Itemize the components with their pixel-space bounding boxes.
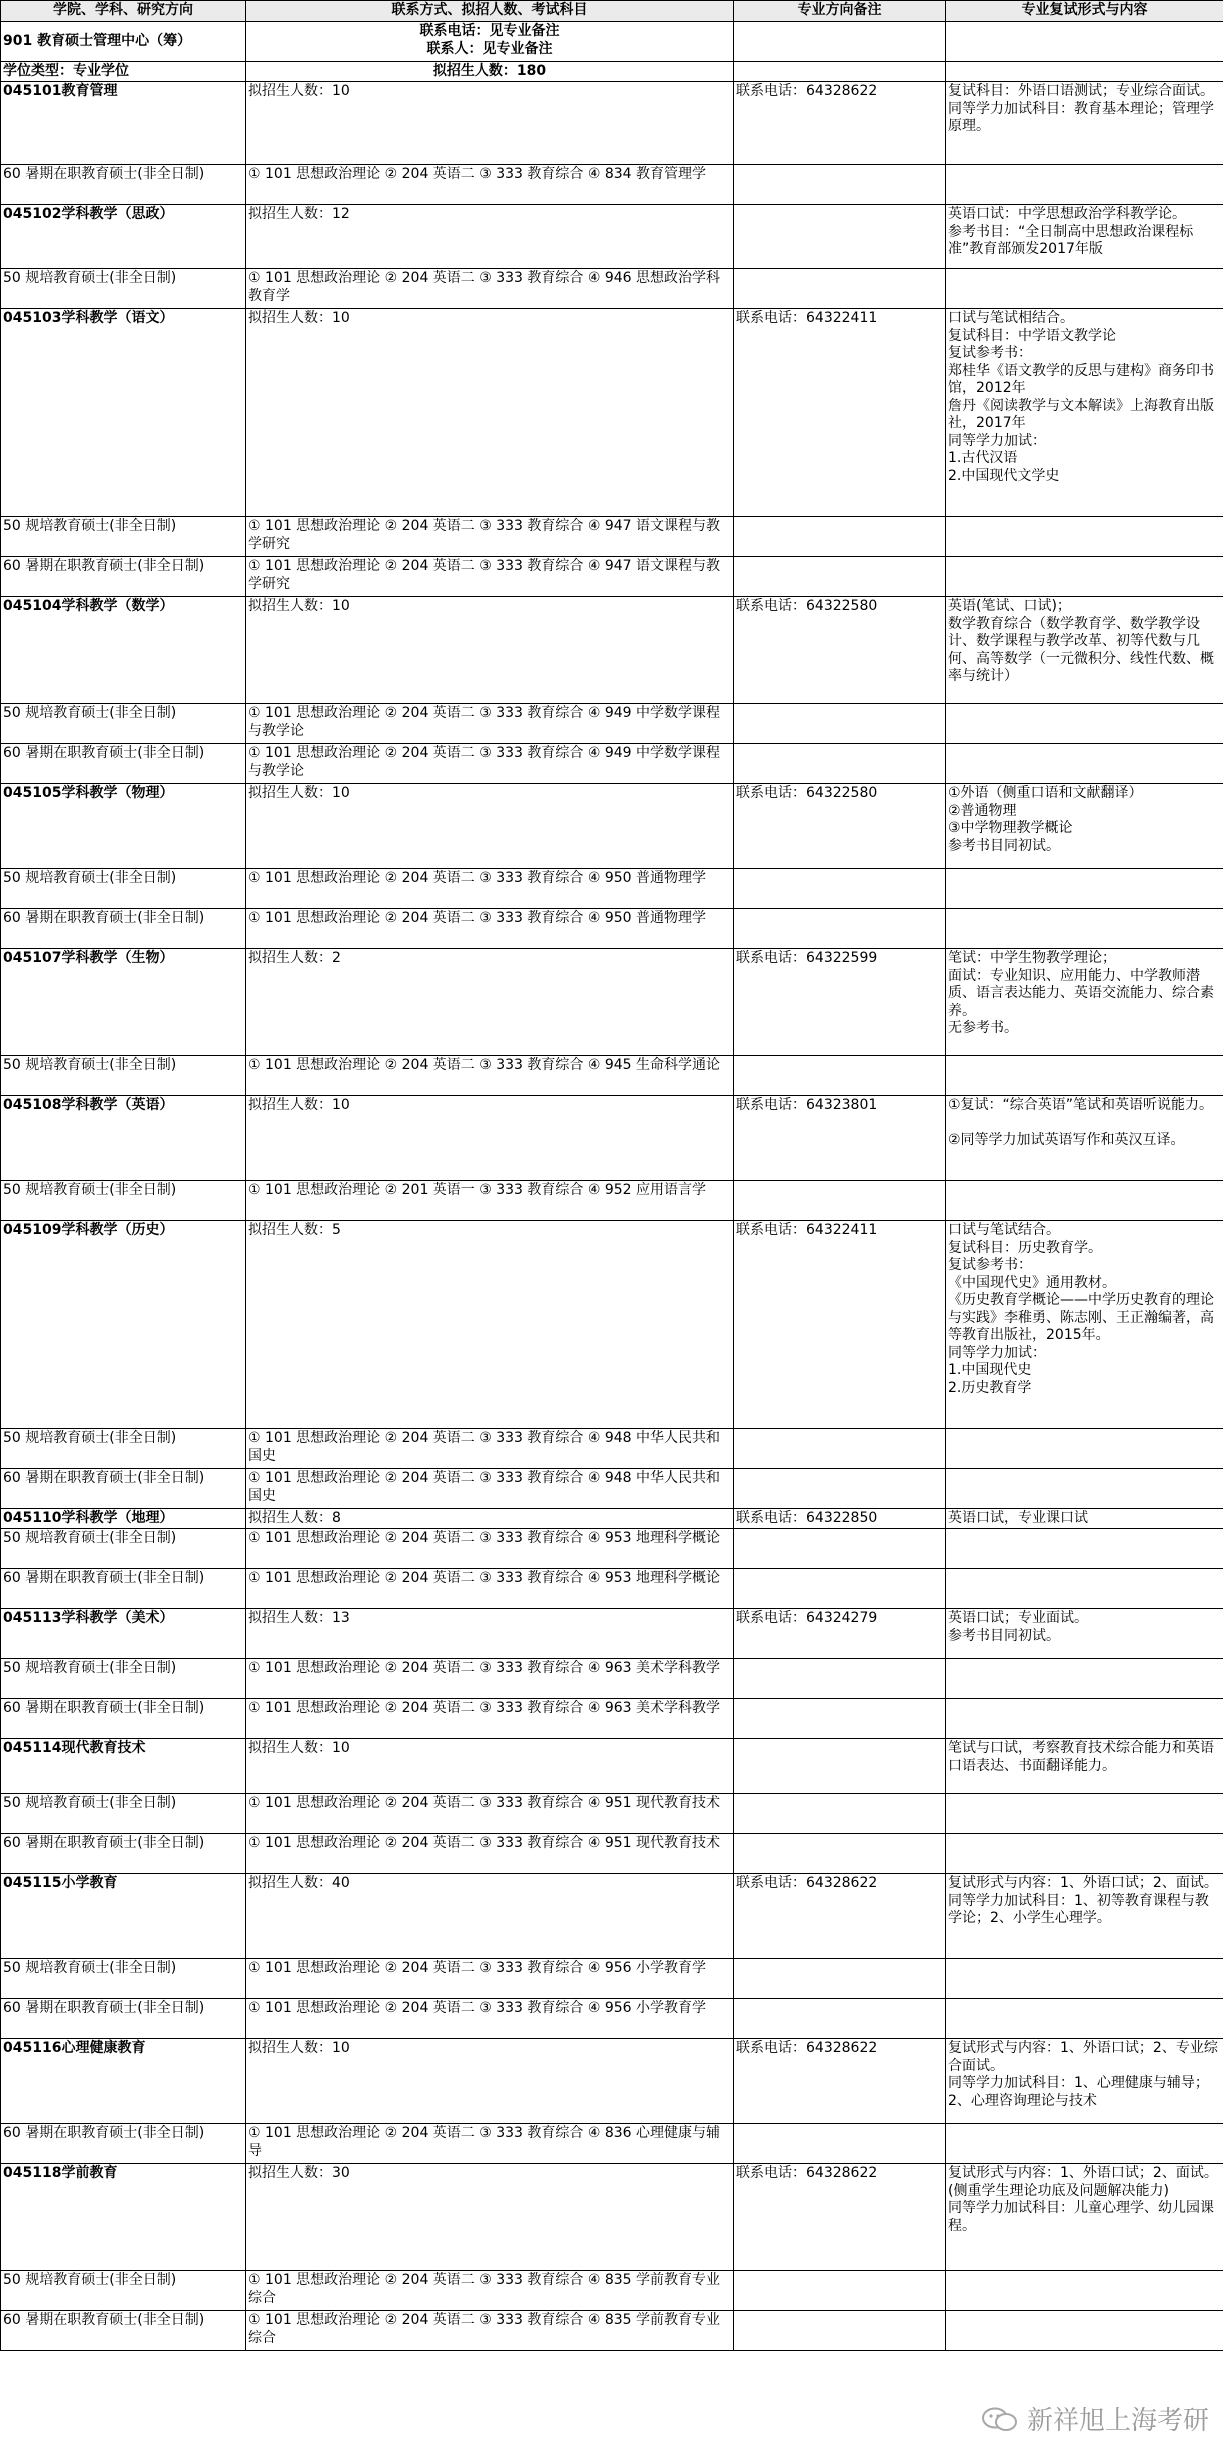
program-cell: 60 暑期在职教育硕士(非全日制) (1, 2124, 246, 2164)
major-row (1, 1096, 1223, 1181)
remark-cell: 联系电话：64322580 (734, 597, 946, 704)
retest-cell (946, 2271, 1223, 2311)
track-row (1, 869, 1223, 909)
remark-cell (734, 1659, 946, 1699)
track-row (1, 2124, 1223, 2164)
retest-cell (946, 1569, 1223, 1609)
track-row (1, 1469, 1223, 1509)
retest-cell: 笔试与口试，考察教育技术综合能力和英语口语表达、书面翻译能力。 (946, 1739, 1223, 1794)
retest-cell (946, 557, 1223, 597)
track-row (1, 1429, 1223, 1469)
program-cell: 045107学科教学（生物） (1, 949, 246, 1056)
retest-cell (946, 1659, 1223, 1699)
wechat-logo-icon (981, 2406, 1019, 2432)
retest-cell: 英语口试：中学思想政治学科教学论。 参考书目：“全日制高中思想政治课程标准”教育部颁发2017年版 (946, 205, 1223, 269)
exam-info-cell: ① 101 思想政治理论 ② 204 英语二 ③ 333 教育综合 ④ 950 普通物理学 (246, 869, 734, 909)
exam-info-cell: 拟招生人数：10 (246, 784, 734, 869)
major-row (1, 1221, 1223, 1429)
exam-info-cell: 拟招生人数：40 (246, 1874, 734, 1959)
exam-info-cell: 拟招生人数：10 (246, 82, 734, 165)
retest-cell: 口试与笔试结合。 复试科目：历史教育学。 复试参考书： 《中国现代史》通用教材。 《历史教育学概论——中学历史教育的理论与实践》李稚勇、陈志刚、王正瀚编著，高等教育出版社，2015年。 同等学力加试： 1.中国现代史 2.历史教育学 (946, 1221, 1223, 1429)
program-cell: 045104学科教学（数学） (1, 597, 246, 704)
remark-cell (734, 704, 946, 744)
program-cell: 50 规培教育硕士(非全日制) (1, 869, 246, 909)
header-cell: 学院、学科、研究方向 (1, 1, 246, 22)
remark-cell: 联系电话：64328622 (734, 1874, 946, 1959)
track-row (1, 1999, 1223, 2039)
exam-info-cell: 拟招生人数：10 (246, 1739, 734, 1794)
major-row (1, 949, 1223, 1056)
track-row (1, 1959, 1223, 1999)
remark-cell (734, 744, 946, 784)
dept-contact-phone: 联系电话：见专业备注 (419, 23, 560, 39)
retest-cell (946, 1429, 1223, 1469)
program-cell: 045105学科教学（物理） (1, 784, 246, 869)
remark-cell (734, 2311, 946, 2351)
remark-cell: 联系电话：64322411 (734, 1221, 946, 1429)
degree-row (1, 62, 1223, 82)
track-row (1, 1181, 1223, 1221)
remark-cell (734, 517, 946, 557)
track-row (1, 1834, 1223, 1874)
exam-info-cell: 拟招生人数：12 (246, 205, 734, 269)
retest-cell (946, 517, 1223, 557)
major-row (1, 1509, 1223, 1529)
empty-cell (946, 62, 1223, 82)
retest-cell (946, 744, 1223, 784)
retest-cell (946, 1181, 1223, 1221)
track-row (1, 1529, 1223, 1569)
dept-name: 901 教育硕士管理中心（筹） (1, 22, 246, 62)
watermark (981, 2400, 1209, 2437)
track-row (1, 2311, 1223, 2351)
header-cell: 专业复试形式与内容 (946, 1, 1223, 22)
dept-contact (246, 22, 734, 62)
exam-info-cell: 拟招生人数：5 (246, 1221, 734, 1429)
major-row (1, 1874, 1223, 1959)
program-cell: 045103学科教学（语文） (1, 309, 246, 517)
retest-cell: 复试科目：外语口语测试；专业综合面试。 同等学力加试科目：教育基本理论；管理学原理。 (946, 82, 1223, 165)
remark-cell: 联系电话：64322411 (734, 309, 946, 517)
major-row (1, 205, 1223, 269)
program-cell: 50 规培教育硕士(非全日制) (1, 517, 246, 557)
track-row (1, 1569, 1223, 1609)
exam-info-cell: ① 101 思想政治理论 ② 204 英语二 ③ 333 教育综合 ④ 950 普通物理学 (246, 909, 734, 949)
program-cell: 60 暑期在职教育硕士(非全日制) (1, 165, 246, 205)
empty-cell (946, 22, 1223, 62)
track-row (1, 517, 1223, 557)
major-row (1, 2039, 1223, 2124)
remark-cell: 联系电话：64324279 (734, 1609, 946, 1659)
track-row (1, 1056, 1223, 1096)
retest-cell (946, 909, 1223, 949)
track-row (1, 1699, 1223, 1739)
program-cell: 045116心理健康教育 (1, 2039, 246, 2124)
program-cell: 50 规培教育硕士(非全日制) (1, 1056, 246, 1096)
exam-info-cell: ① 101 思想政治理论 ② 204 英语二 ③ 333 教育综合 ④ 951 现代教育技术 (246, 1834, 734, 1874)
major-row (1, 1739, 1223, 1794)
exam-info-cell: 拟招生人数：2 (246, 949, 734, 1056)
remark-cell (734, 205, 946, 269)
exam-info-cell: ① 101 思想政治理论 ② 201 英语一 ③ 333 教育综合 ④ 952 应用语言学 (246, 1181, 734, 1221)
retest-cell (946, 1469, 1223, 1509)
program-cell: 60 暑期在职教育硕士(非全日制) (1, 2311, 246, 2351)
exam-info-cell: ① 101 思想政治理论 ② 204 英语二 ③ 333 教育综合 ④ 953 地理科学概论 (246, 1529, 734, 1569)
remark-cell (734, 1569, 946, 1609)
program-cell: 045110学科教学（地理） (1, 1509, 246, 1529)
retest-cell (946, 269, 1223, 309)
major-row (1, 309, 1223, 517)
program-cell: 045109学科教学（历史） (1, 1221, 246, 1429)
program-cell: 045101教育管理 (1, 82, 246, 165)
program-cell: 60 暑期在职教育硕士(非全日制) (1, 1469, 246, 1509)
remark-cell (734, 1699, 946, 1739)
remark-cell (734, 2271, 946, 2311)
track-row (1, 704, 1223, 744)
exam-info-cell: ① 101 思想政治理论 ② 204 英语二 ③ 333 教育综合 ④ 953 地理科学概论 (246, 1569, 734, 1609)
major-row (1, 82, 1223, 165)
exam-info-cell: ① 101 思想政治理论 ② 204 英语二 ③ 333 教育综合 ④ 835 学前教育专业综合 (246, 2311, 734, 2351)
program-cell: 50 规培教育硕士(非全日制) (1, 1181, 246, 1221)
remark-cell (734, 1834, 946, 1874)
remark-cell (734, 269, 946, 309)
remark-cell: 联系电话：64328622 (734, 2164, 946, 2271)
exam-info-cell: ① 101 思想政治理论 ② 204 英语二 ③ 333 教育综合 ④ 947 语文课程与教学研究 (246, 557, 734, 597)
retest-cell (946, 165, 1223, 205)
header-cell: 专业方向备注 (734, 1, 946, 22)
remark-cell (734, 2124, 946, 2164)
program-cell: 50 规培教育硕士(非全日制) (1, 2271, 246, 2311)
header-row (1, 1, 1223, 22)
remark-cell (734, 1529, 946, 1569)
retest-cell (946, 1999, 1223, 2039)
track-row (1, 1659, 1223, 1699)
exam-info-cell: ① 101 思想政治理论 ② 204 英语二 ③ 333 教育综合 ④ 948 中华人民共和国史 (246, 1469, 734, 1509)
retest-cell (946, 704, 1223, 744)
major-row (1, 784, 1223, 869)
program-cell: 60 暑期在职教育硕士(非全日制) (1, 1699, 246, 1739)
program-cell: 60 暑期在职教育硕士(非全日制) (1, 1569, 246, 1609)
track-row (1, 744, 1223, 784)
track-row (1, 2271, 1223, 2311)
program-cell: 045102学科教学（思政） (1, 205, 246, 269)
retest-cell: 英语口试，专业课口试 (946, 1509, 1223, 1529)
exam-info-cell: ① 101 思想政治理论 ② 204 英语二 ③ 333 教育综合 ④ 947 语文课程与教学研究 (246, 517, 734, 557)
remark-cell: 联系电话：64322850 (734, 1509, 946, 1529)
program-cell: 60 暑期在职教育硕士(非全日制) (1, 1834, 246, 1874)
exam-info-cell: 拟招生人数：30 (246, 2164, 734, 2271)
remark-cell (734, 165, 946, 205)
retest-cell (946, 1794, 1223, 1834)
remark-cell: 联系电话：64328622 (734, 2039, 946, 2124)
watermark-text: 新祥旭上海考研 (1026, 2406, 1209, 2436)
remark-cell: 联系电话：64323801 (734, 1096, 946, 1181)
header-cell: 联系方式、拟招人数、考试科目 (246, 1, 734, 22)
program-cell: 045115小学教育 (1, 1874, 246, 1959)
major-row (1, 597, 1223, 704)
retest-cell (946, 1834, 1223, 1874)
remark-cell (734, 1999, 946, 2039)
retest-cell: 复试形式与内容：1、外语口试；2、面试。 同等学力加试科目：1、初等教育课程与教学论；2、小学生心理学。 (946, 1874, 1223, 1959)
program-cell: 045108学科教学（英语） (1, 1096, 246, 1181)
track-row (1, 1794, 1223, 1834)
remark-cell (734, 1959, 946, 1999)
dept-row (1, 22, 1223, 62)
remark-cell (734, 1181, 946, 1221)
track-row (1, 557, 1223, 597)
exam-info-cell: ① 101 思想政治理论 ② 204 英语二 ③ 333 教育综合 ④ 835 学前教育专业综合 (246, 2271, 734, 2311)
exam-info-cell: ① 101 思想政治理论 ② 204 英语二 ③ 333 教育综合 ④ 956 小学教育学 (246, 1999, 734, 2039)
exam-info-cell: 拟招生人数：10 (246, 309, 734, 517)
exam-info-cell: ① 101 思想政治理论 ② 204 英语二 ③ 333 教育综合 ④ 949 中学数学课程与教学论 (246, 704, 734, 744)
remark-cell (734, 869, 946, 909)
retest-cell: ①复试：“综合英语”笔试和英语听说能力。 ②同等学力加试英语写作和英汉互译。 (946, 1096, 1223, 1181)
exam-info-cell: ① 101 思想政治理论 ② 204 英语二 ③ 333 教育综合 ④ 963 美术学科教学 (246, 1699, 734, 1739)
remark-cell: 联系电话：64328622 (734, 82, 946, 165)
empty-cell (734, 62, 946, 82)
program-cell: 50 规培教育硕士(非全日制) (1, 704, 246, 744)
program-cell: 50 规培教育硕士(非全日制) (1, 1659, 246, 1699)
program-cell: 045118学前教育 (1, 2164, 246, 2271)
program-cell: 50 规培教育硕士(非全日制) (1, 1959, 246, 1999)
program-cell: 60 暑期在职教育硕士(非全日制) (1, 1999, 246, 2039)
remark-cell: 联系电话：64322580 (734, 784, 946, 869)
track-row (1, 165, 1223, 205)
program-cell: 60 暑期在职教育硕士(非全日制) (1, 557, 246, 597)
remark-cell (734, 557, 946, 597)
retest-cell (946, 869, 1223, 909)
retest-cell: ①外语（侧重口语和文献翻译） ②普通物理 ③中学物理教学概论 参考书目同初试。 (946, 784, 1223, 869)
remark-cell (734, 1429, 946, 1469)
program-cell: 60 暑期在职教育硕士(非全日制) (1, 744, 246, 784)
retest-cell: 笔试：中学生物教学理论； 面试：专业知识、应用能力、中学教师潜质、语言表达能力、英语交流能力、综合素养。 无参考书。 (946, 949, 1223, 1056)
program-cell: 045113学科教学（美术） (1, 1609, 246, 1659)
retest-cell (946, 1959, 1223, 1999)
exam-info-cell: ① 101 思想政治理论 ② 204 英语二 ③ 333 教育综合 ④ 963 美术学科教学 (246, 1659, 734, 1699)
program-cell: 60 暑期在职教育硕士(非全日制) (1, 909, 246, 949)
dept-contact-person: 联系人：见专业备注 (426, 40, 553, 57)
degree-type: 学位类型：专业学位 (1, 62, 246, 82)
retest-cell (946, 1699, 1223, 1739)
remark-cell: 联系电话：64322599 (734, 949, 946, 1056)
exam-info-cell: ① 101 思想政治理论 ② 204 英语二 ③ 333 教育综合 ④ 836 心理健康与辅导 (246, 2124, 734, 2164)
retest-cell (946, 1529, 1223, 1569)
major-row (1, 1609, 1223, 1659)
program-cell: 50 规培教育硕士(非全日制) (1, 1529, 246, 1569)
retest-cell: 复试形式与内容：1、外语口试；2、面试。(侧重学生理论功底及问题解决能力) 同等学力加试科目：儿童心理学、幼儿园课程。 (946, 2164, 1223, 2271)
empty-cell (734, 22, 946, 62)
exam-info-cell: ① 101 思想政治理论 ② 204 英语二 ③ 333 教育综合 ④ 948 中华人民共和国史 (246, 1429, 734, 1469)
track-row (1, 909, 1223, 949)
exam-info-cell: 拟招生人数：10 (246, 1096, 734, 1181)
remark-cell (734, 1469, 946, 1509)
program-cell: 50 规培教育硕士(非全日制) (1, 269, 246, 309)
program-cell: 50 规培教育硕士(非全日制) (1, 1429, 246, 1469)
retest-cell (946, 2124, 1223, 2164)
major-row (1, 2164, 1223, 2271)
retest-cell: 英语(笔试、口试)； 数学教育综合（数学教育学、数学教学设计、数学课程与教学改革、初等代数与几何、高等数学（一元微积分、线性代数、概率与统计） (946, 597, 1223, 704)
exam-info-cell: 拟招生人数：10 (246, 597, 734, 704)
retest-cell: 口试与笔试相结合。 复试科目：中学语文教学论 复试参考书： 郑桂华《语文教学的反思与建构》商务印书馆，2012年 詹丹《阅读教学与文本解读》上海教育出版社，2017年 同等学力加试： 1.古代汉语 2.中国现代文学史 (946, 309, 1223, 517)
exam-info-cell: ① 101 思想政治理论 ② 204 英语二 ③ 333 教育综合 ④ 946 思想政治学科教育学 (246, 269, 734, 309)
exam-info-cell: ① 101 思想政治理论 ② 204 英语二 ③ 333 教育综合 ④ 945 生命科学通论 (246, 1056, 734, 1096)
exam-info-cell: ① 101 思想政治理论 ② 204 英语二 ③ 333 教育综合 ④ 956 小学教育学 (246, 1959, 734, 1999)
exam-info-cell: ① 101 思想政治理论 ② 204 英语二 ③ 333 教育综合 ④ 834 教育管理学 (246, 165, 734, 205)
remark-cell (734, 1739, 946, 1794)
exam-info-cell: 拟招生人数：10 (246, 2039, 734, 2124)
exam-info-cell: 拟招生人数：8 (246, 1509, 734, 1529)
retest-cell: 英语口试；专业面试。 参考书目同初试。 (946, 1609, 1223, 1659)
exam-info-cell: ① 101 思想政治理论 ② 204 英语二 ③ 333 教育综合 ④ 951 现代教育技术 (246, 1794, 734, 1834)
exam-info-cell: ① 101 思想政治理论 ② 204 英语二 ③ 333 教育综合 ④ 949 中学数学课程与教学论 (246, 744, 734, 784)
track-row (1, 269, 1223, 309)
exam-info-cell: 拟招生人数：13 (246, 1609, 734, 1659)
remark-cell (734, 909, 946, 949)
retest-cell (946, 1056, 1223, 1096)
total-enrollment: 拟招生人数：180 (246, 62, 734, 82)
remark-cell (734, 1056, 946, 1096)
remark-cell (734, 1794, 946, 1834)
retest-cell: 复试形式与内容：1、外语口试；2、专业综合面试。 同等学力加试科目：1、心理健康与辅导；2、心理咨询理论与技术 (946, 2039, 1223, 2124)
program-cell: 50 规培教育硕士(非全日制) (1, 1794, 246, 1834)
retest-cell (946, 2311, 1223, 2351)
program-cell: 045114现代教育技术 (1, 1739, 246, 1794)
